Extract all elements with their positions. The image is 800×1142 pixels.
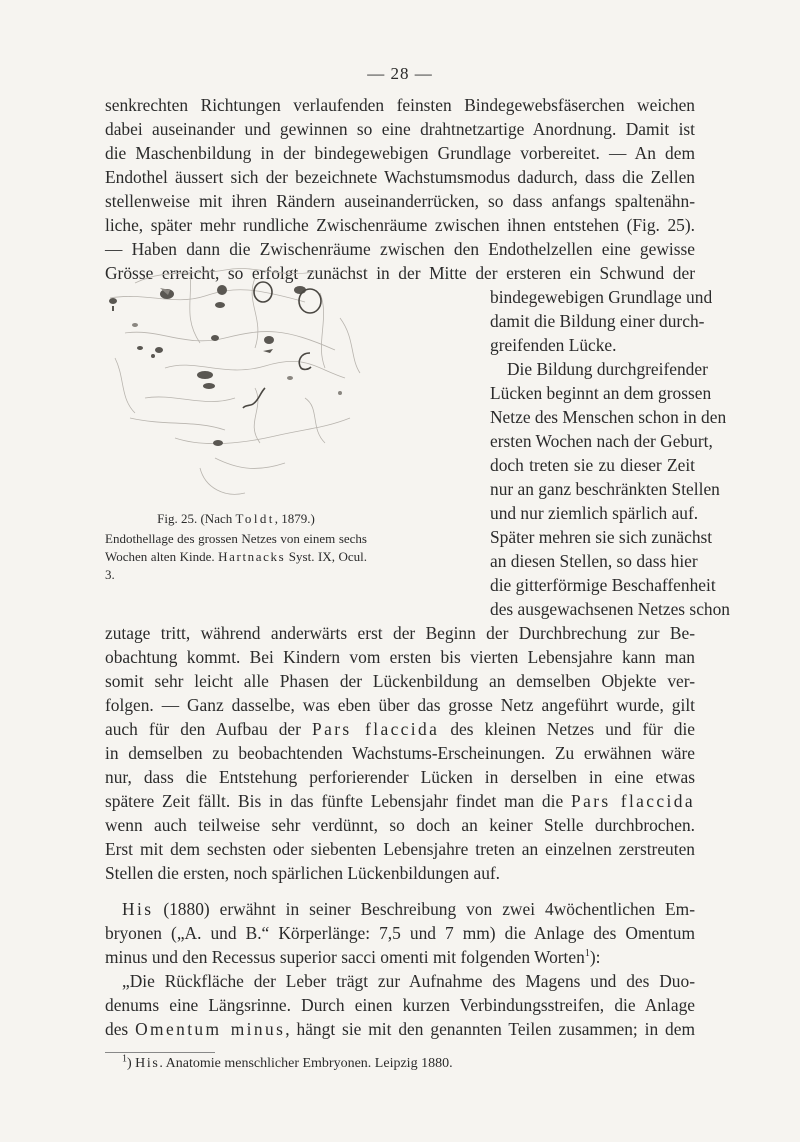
text-line: bryonen („A. und B.“ Körperlänge: 7,5 und 7 mm) die Anlage des Omentum (105, 923, 695, 943)
text-line (105, 897, 695, 921)
text-span: minus und den Recessus superior sacci omenti mit folgenden Worten (105, 947, 585, 967)
text-line: ersten Wochen nach der Geburt, (490, 431, 713, 451)
text-line: Später mehren sie sich zunächst (490, 527, 713, 547)
text-line: folgen. — Ganz dasselbe, was eben über das grosse Netz angeführt wurde, gilt (105, 695, 695, 715)
text-line: des ausgewachsenen Netzes schon (490, 599, 730, 619)
footnote-text: . Anatomie menschlicher Embryonen. Leipzig 1880. (159, 1056, 453, 1071)
caption-author: Toldt (235, 511, 275, 526)
text-line: doch treten sie zu dieser Zeit (490, 455, 695, 475)
text-line: die Maschenbildung in der bindegewebigen Grundlage vorbereitet. — An dem (105, 143, 695, 163)
text-span: des kleinen Netzes und für die (439, 719, 695, 739)
page-number: — 28 — (367, 64, 433, 83)
text-line: obachtung kommt. Bei Kindern vom ersten bis vierten Lebensjahre kann man (105, 647, 695, 667)
caption-text: Endothellage des grossen Netzes von einem sechs Wochen alten Kinde. (105, 531, 367, 564)
text-line: dabei auseinander und gewinnen so eine drahtnetzartige Anordnung. Damit ist (105, 119, 695, 139)
text-line: senkrechten Richtungen verlaufenden feinsten Bindegewebsfäserchen weichen (105, 95, 695, 115)
author-his: His (122, 899, 154, 919)
text-line: Erst mit dem sechsten oder siebenten Lebensjahre treten an einzelnen zerstreuten (105, 839, 695, 859)
text-span: ) (127, 1056, 136, 1071)
text-line: wenn auch teilweise sehr verdünnt, so doch an keiner Stelle durchbrochen. (105, 815, 695, 835)
footnote-ref: 1 (584, 948, 590, 960)
term-pars-flaccida: Pars flaccida (312, 719, 440, 739)
term-omentum-minus: Omentum minus (135, 1019, 286, 1039)
text-line (105, 1017, 695, 1041)
text-line: Stellen die ersten, noch spärlichen Lückenbildungen auf. (105, 863, 501, 883)
text-span: spätere Zeit fällt. Bis in das fünfte Lebensjahr findet man die (105, 791, 571, 811)
text-line: damit die Bildung einer durch- (490, 311, 705, 331)
text-line: Die Bildung durchgreifender (507, 359, 708, 379)
text-span: des (105, 1019, 136, 1039)
text-line: in demselben zu beobachtenden Wachstums-Erscheinungen. Zu erwähnen wäre (105, 743, 695, 763)
text-line: Netze des Menschen schon in den (490, 407, 727, 427)
caption-text: Syst. IX, Ocul. 3. (105, 549, 367, 582)
caption-text: Fig. 25. (Nach (157, 511, 236, 526)
caption-author: Hartnacks (218, 549, 286, 564)
text-line: bindegewebigen Grundlage und (490, 287, 713, 307)
text-line: nur an ganz beschränkten Stellen (490, 479, 720, 499)
figure-caption-description (105, 530, 367, 584)
text-line: stellenweise mit ihren Rändern auseinanderrücken, so dass anfangs spaltenähn- (105, 191, 695, 211)
text-line: liche, später mehr rundliche Zwischenräume zwischen ihnen entstehen (Fig. 25). (105, 215, 695, 235)
text-line: Endothel äussert sich der bezeichnete Wachstumsmodus dadurch, dass die Zellen (105, 167, 695, 187)
text-line (105, 789, 695, 813)
text-span: ): (589, 947, 601, 967)
text-line: nur, dass die Entstehung perforierender Lücken in derselben in eine etwas (105, 767, 695, 787)
text-line: „Die Rückfläche der Leber trägt zur Aufnahme des Magens und des Duo- (122, 971, 695, 991)
text-line (105, 945, 695, 969)
text-line: die gitterförmige Beschaffenheit (490, 575, 716, 595)
text-span: auch für den Aufbau der (105, 719, 312, 739)
text-line: greifenden Lücke. (490, 335, 617, 355)
footnote (122, 1054, 453, 1074)
text-line: denums eine Längsrinne. Durch einen kurzen Verbindungsstreifen, die Anlage (105, 995, 695, 1015)
text-line (105, 717, 695, 741)
text-span: , hängt sie mit den genannten Teilen zusammen; in dem (285, 1019, 695, 1039)
text-line: — Haben dann die Zwischenräume zwischen den Endothelzellen eine gewisse (105, 239, 695, 259)
text-line: an diesen Stellen, so dass hier (490, 551, 698, 571)
footnote-author: His (135, 1056, 160, 1071)
text-line: zutage tritt, während anderwärts erst der Beginn der Durchbrechung zur Be- (105, 623, 695, 643)
endothelium-figure (105, 258, 375, 508)
text-line: Lücken beginnt an dem grossen (490, 383, 712, 403)
text-line: und nur ziemlich spärlich auf. (490, 503, 699, 523)
text-line: somit sehr leicht alle Phasen der Lückenbildung an demselben Objekte ver- (105, 671, 695, 691)
text-line: Grösse erreicht, so erfolgt zunächst in der Mitte der ersteren ein Schwund der (105, 263, 695, 283)
term-pars-flaccida: Pars flaccida (571, 791, 695, 811)
footnote-mark: 1 (122, 1053, 127, 1065)
caption-text: , 1879.) (274, 511, 315, 526)
text-span: (1880) erwähnt in seiner Beschreibung von zwei 4wöchentlichen Em- (153, 899, 695, 919)
figure-caption-title (105, 510, 367, 528)
